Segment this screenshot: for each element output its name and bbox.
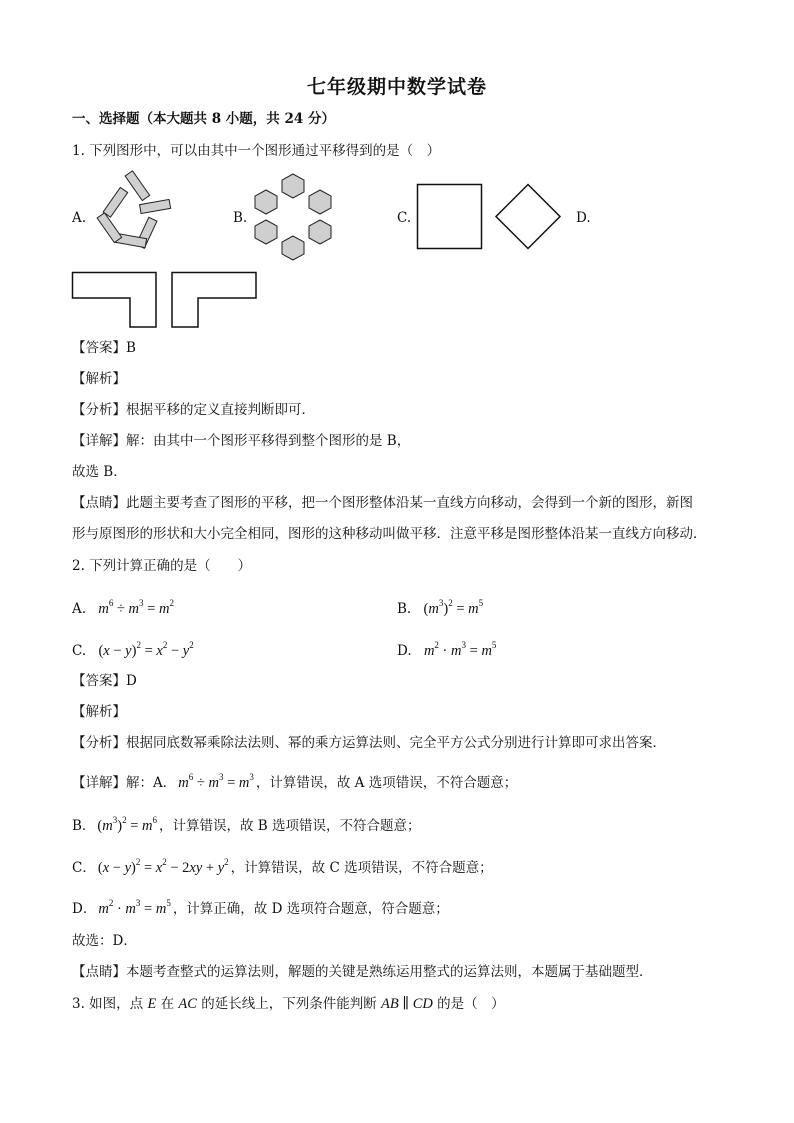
detail-tail: ，计算错误，故 A 选项错误，不符合题意；	[255, 775, 518, 791]
option-label: D.	[397, 643, 412, 659]
q2-jiexi: 【解析】	[72, 704, 126, 720]
q1-answer: 【答案】B	[72, 340, 136, 356]
detail-tail: ，计算错误，故 C 选项错误，不符合题意；	[230, 860, 493, 876]
q1-analysis: 【分析】根据平移的定义直接判断即可．	[72, 402, 315, 418]
q1-comment-line2: 形与原图形的形状和大小完全相同，图形的这种移动叫做平移．注意平移是图形整体沿某一直线方向移动．	[72, 526, 707, 542]
formula: $m^2 \cdot m^3 = m^5$	[98, 898, 171, 917]
q2-option-c	[72, 636, 194, 660]
stem-text: 的是（ ）	[437, 996, 505, 1012]
option-label: B.	[397, 601, 412, 617]
detail-prefix: B．	[72, 818, 96, 834]
figure-b-hexagon-ring	[251, 172, 337, 262]
parallel-symbol: ∥	[398, 996, 413, 1012]
q2-option-d	[397, 636, 496, 660]
detail-prefix: 【详解】解：A．	[72, 775, 177, 791]
figure-c-squares	[417, 184, 567, 250]
formula: $(m^3)^2 = m^6$	[97, 815, 158, 834]
q2-detail-b	[72, 811, 421, 835]
segment-ac: AC	[178, 996, 197, 1012]
segment-cd: CD	[412, 996, 433, 1012]
q1-choice: 故选 B．	[72, 464, 127, 480]
q2-detail-a	[72, 768, 517, 792]
point-e: E	[147, 996, 157, 1012]
option-a-label: A.	[72, 210, 87, 226]
detail-tail: ，计算错误，故 B 选项错误，不符合题意；	[159, 818, 421, 834]
segment-ab: AB	[381, 996, 399, 1012]
q2-detail-d	[72, 894, 449, 918]
q2-comment: 【点睛】本题考查整式的运算法则，解题的关键是熟练运用整式的运算法则，本题属于基础题型．	[72, 964, 653, 980]
q2-option-b	[397, 594, 483, 618]
stem-text: 3. 如图，点	[72, 996, 144, 1012]
option-label: A.	[72, 601, 87, 617]
q2-answer: 【答案】D	[72, 673, 137, 689]
q1-jiexi: 【解析】	[72, 371, 126, 387]
detail-prefix: D．	[72, 901, 97, 917]
detail-prefix: C．	[72, 860, 96, 876]
formula: $m^2 \cdot m^3 = m^5$	[423, 640, 497, 659]
formula: $(x - y)^2 = x^2 - 2xy + y^2$	[97, 857, 229, 876]
section-heading: 一、选择题（本大题共 8 小题，共 24 分）	[72, 111, 335, 127]
formula: $(m^3)^2 = m^5$	[423, 598, 484, 617]
stem-text: 的延长线上，下列条件能判断	[201, 996, 377, 1012]
page-title: 七年级期中数学试卷	[306, 76, 487, 98]
question-2-stem: 2. 下列计算正确的是（ ）	[72, 558, 252, 574]
formula: $(x - y)^2 = x^2 - y^2$	[98, 640, 194, 659]
question-1-stem: 1. 下列图形中，可以由其中一个图形通过平移得到的是（ ）	[72, 143, 441, 159]
figure-d-l-shapes	[72, 272, 258, 328]
q1-comment-line1: 【点睛】此题主要考查了图形的平移，把一个图形整体沿某一直线方向移动，会得到一个新的图形，新图	[72, 495, 693, 511]
option-c-label: C.	[397, 210, 412, 226]
option-label: C.	[72, 643, 87, 659]
stem-text: 在	[160, 996, 175, 1012]
q2-analysis: 【分析】根据同底数幂乘除法法则、幂的乘方运算法则、完全平方公式分别进行计算即可求出答案．	[72, 735, 666, 751]
q2-choice: 故选：D．	[72, 933, 137, 949]
q2-detail-c	[72, 853, 493, 877]
option-d-label: D.	[576, 210, 591, 226]
detail-tail: ，计算正确，故 D 选项符合题意，符合题意；	[172, 901, 449, 917]
formula: $m^6 \div m^3 = m^2$	[98, 598, 174, 617]
q2-option-a	[72, 594, 174, 618]
figure-a-rotated-bars	[88, 178, 178, 258]
formula: $m^6 \div m^3 = m^3$	[178, 772, 254, 791]
q1-detail: 【详解】解：由其中一个图形平移得到整个图形的是 B，	[72, 433, 411, 449]
option-b-label: B.	[233, 210, 248, 226]
question-3-stem	[72, 995, 505, 1013]
